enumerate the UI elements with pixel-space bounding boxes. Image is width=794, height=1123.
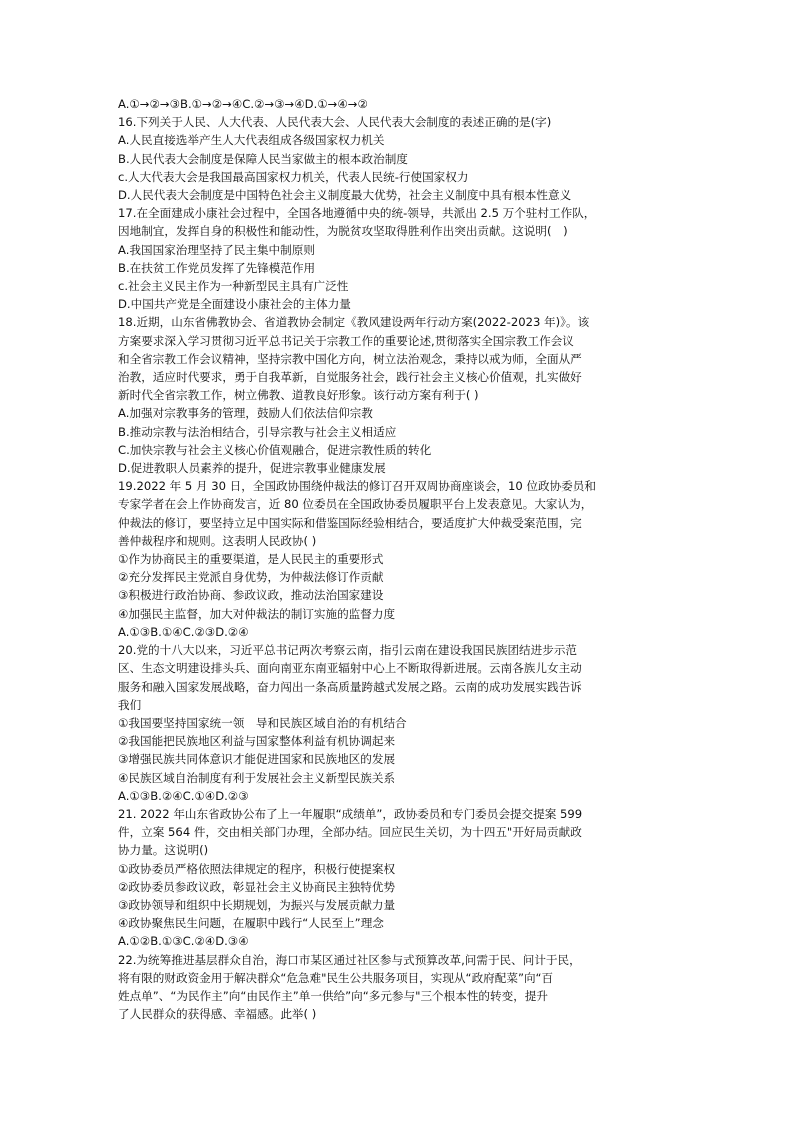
question-16-option-a: A.人民直接选举产生人大代表组成各级国家权力机关 (118, 133, 385, 148)
question-17-stem: 因地制宜，发挥自身的积极性和能动性，为脱贫攻坚取得胜利作出突出贡献。这说明( ) (118, 224, 568, 239)
question-16-option-c: c.人大代表大会是我国最高国家权力机关，代表人民统-行使国家权力 (118, 169, 469, 184)
question-19-stem: 专家学者在会上作协商发言，近 80 位委员在全国政协委员履职平台上发表意见。大家认为， (118, 497, 593, 512)
question-16-option-b: B.人民代表大会制度是保障人民当家做主的根本政治制度 (118, 151, 408, 166)
question-19-statement-3: ③积极进行政治协商、参政议政，推动法治国家建设 (118, 588, 384, 603)
question-18-option-b: B.推动宗教与法治相结合，引导宗教与社会主义相适应 (118, 424, 397, 439)
question-18-option-d: D.促进教职人员素养的提升，促进宗教事业健康发展 (118, 461, 386, 476)
question-18-stem: 治教，适应时代要求，勇于自我革新，自觉服务社会，践行社会主义核心价值观，扎实做好 (118, 370, 582, 385)
question-17-option-a: A.我国国家治理坚持了民主集中制原则 (118, 242, 315, 257)
question-19-options: A.①③B.①④C.②③D.②④ (118, 624, 249, 639)
answer-options-15: A.①→②→③B.①→②→④C.②→③→④D.①→④→② (118, 97, 368, 111)
question-17-stem: 17.在全面建成小康社会过程中，全国各地遵循中央的统-领导，共派出 2.5 万个驻村工作队， (118, 206, 596, 221)
question-18-stem: 方案要求深入学习贯彻习近平总书记关于宗教工作的重要论述,贯彻落实全国宗教工作会议 (118, 333, 574, 348)
question-20-statement-4: ④民族区域自治制度有利于发展社会主义新型民族关系 (118, 770, 396, 785)
question-19-statement-1: ①作为协商民主的重要渠道，是人民民主的重要形式 (118, 552, 384, 567)
question-20-statement-3: ③增强民族共同体意识才能促进国家和民族地区的发展 (118, 752, 396, 767)
question-18-option-a: A.加强对宗教事务的管理，鼓励人们依法信仰宗教 (118, 406, 373, 421)
question-20-stem: 服务和融入国家发展战略，奋力闯出一条高质量跨越式发展之路。云南的成功发展实践告诉 (118, 679, 582, 694)
question-18-stem: 18.近期，山东省佛教协会、省道教协会制定《教风建设两年行动方案(2022-2023 年)》。该 (118, 315, 590, 330)
question-20-statement-1: ①我国要坚持国家统一领 导和民族区域自治的有机结合 (118, 715, 407, 730)
question-21-statement-1: ①政协委员严格依照法律规定的程序，积极行使提案权 (118, 861, 396, 876)
question-16-option-d: D.人民代表大会制度是中国特色社会主义制度最大优势，社会主义制度中具有根本性意义 (118, 188, 572, 203)
question-21-stem: 21. 2022 年山东省政协公布了上一年履职“成绩单”，政协委员和专门委员会提交提案 599 (118, 806, 583, 821)
question-20-stem: 我们 (118, 697, 142, 712)
question-21-statement-3: ③政协领导和组织中长期规划，为振兴与发展贡献力量 (118, 897, 396, 912)
question-21-options: A.①②B.①③C.②④D.③④ (118, 934, 249, 949)
question-20-options: A.①③B.②④C.①④D.②③ (118, 788, 249, 803)
question-16-stem: 16.下列关于人民、人大代表、人民代表大会、人民代表大会制度的表述正确的是(字) (118, 115, 552, 130)
question-17-option-d: D.中国共产党是全面建设小康社会的主体力量 (118, 297, 351, 312)
question-18-stem: 和全省宗教工作会议精神，坚持宗教中国化方向，树立法治观念，秉持以戒为师，全面从严 (118, 351, 582, 366)
question-19-statement-4: ④加强民主监督，加大对仲裁法的制订实施的监督力度 (118, 606, 396, 621)
question-19-stem: 19.2022 年 5 月 30 日，全国政协围绕仲裁法的修订召开双周协商座谈会，10 位政协委员和 (118, 479, 596, 494)
question-22-stem: 了人民群众的获得感、幸福感。此举( ) (118, 1007, 317, 1022)
question-21-stem: 协力量。这说明() (118, 843, 209, 858)
question-20-stem: 20.党的十八大以来，习近平总书记两次考察云南，指引云南在建设我国民族团结进步示范 (118, 643, 578, 658)
question-18-option-c: C.加快宗教与社会主义核心价值观融合，促进宗教性质的转化 (118, 442, 432, 457)
question-21-statement-4: ④政协聚焦民生问题，在履职中践行“人民至上”理念 (118, 916, 384, 931)
question-17-option-b: B.在扶贫工作党员发挥了先锋模范作用 (118, 260, 316, 275)
question-20-statement-2: ②我国能把民族地区利益与国家整体利益有机协调起来 (118, 734, 396, 749)
question-19-stem: 善仲裁程序和规则。这表明人民政协( ) (118, 533, 317, 548)
question-22-stem: 22.为统筹推进基层群众自治，海口市某区通过社区参与式预算改革,问需于民、问计于民， (118, 952, 581, 967)
question-21-stem: 件，立案 564 件，交由相关部门办理，全部办结。回应民生关切，为十四五"开好局贡献政 (118, 825, 582, 840)
question-22-stem: 姓点单”、“为民作主”向“由民作主”单一供给”向“多元参与"三个根本性的转变，提升 (118, 988, 548, 1003)
question-17-option-c: c.社会主义民主作为一种新型民主具有广泛性 (118, 279, 349, 294)
question-21-statement-2: ②政协委员参政议政，彰显社会主义协商民主独特优势 (118, 879, 396, 894)
question-text-block (118, 95, 678, 1023)
question-18-stem: 新时代全省宗教工作，树立佛教、道教良好形象。该行动方案有利于( ) (118, 388, 479, 403)
question-19-stem: 仲裁法的修订，要坚持立足中国实际和借鉴国际经验相结合，要适度扩大仲裁受案范围，完 (118, 515, 582, 530)
question-22-stem: 将有限的财政资金用于解决群众“危急难"民生公共服务项目，实现从“政府配菜”向“百 (118, 970, 554, 985)
question-19-statement-2: ②充分发挥民主党派自身优势，为仲裁法修订作贡献 (118, 570, 384, 585)
question-20-stem: 区、生态文明建设排头兵、面向南亚东南亚辐射中心上不断取得新进展。云南各族儿女主动 (118, 661, 582, 676)
